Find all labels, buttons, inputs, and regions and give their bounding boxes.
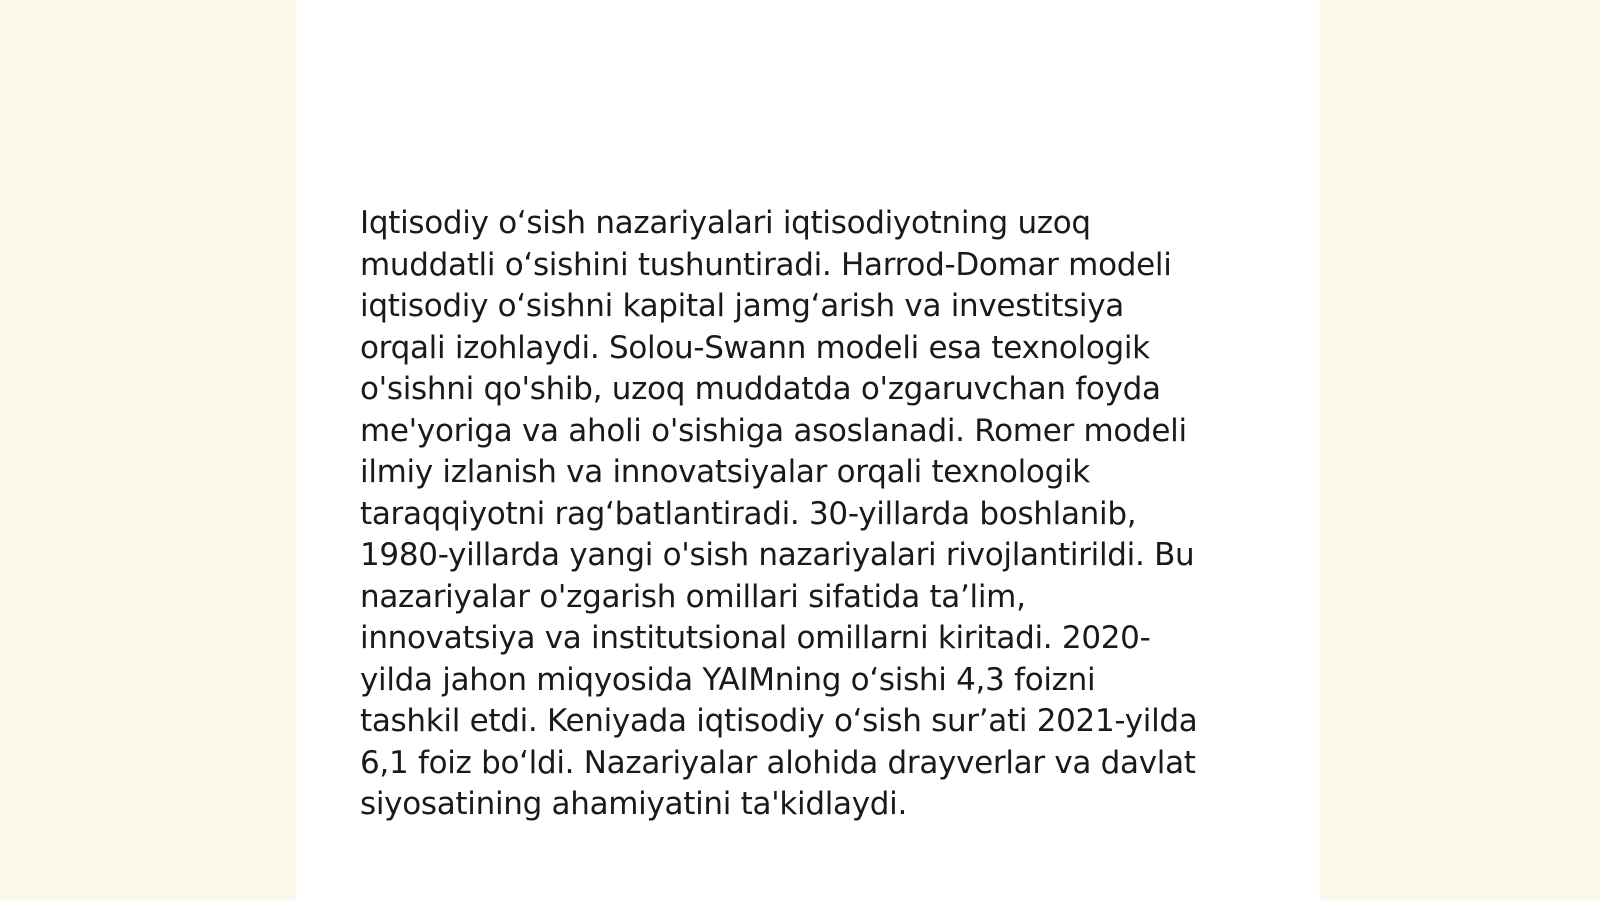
text-line: Iqtisodiy o‘sish nazariyalari iqtisodiyotning uzoq: [360, 205, 1091, 241]
text-line: siyosatining ahamiyatini ta'kidlaydi.: [360, 786, 908, 822]
text-line: 1980-yillarda yangi o'sish nazariyalari rivojlantirildi. Bu: [360, 537, 1195, 573]
body-paragraph: [360, 203, 1260, 826]
text-line: 6,1 foiz bo‘ldi. Nazariyalar alohida drayverlar va davlat: [360, 744, 1196, 781]
text-line: innovatsiya va institutsional omillarni kiritadi. 2020-: [360, 620, 1151, 656]
text-line: orqali izohlaydi. Solou-Swann modeli esa texnologik: [360, 329, 1150, 366]
text-line: nazariyalar o'zgarish omillari sifatida ta’lim,: [360, 578, 1026, 615]
text-line: iqtisodiy o‘sishni kapital jamg‘arish va investitsiya: [360, 288, 1124, 324]
text-line: me'yoriga va aholi o'sishiga asoslanadi. Romer modeli: [360, 412, 1187, 449]
text-line: o'sishni qo'shib, uzoq muddatda o'zgaruvchan foyda: [360, 371, 1161, 407]
text-line: ilmiy izlanish va innovatsiyalar orqali texnologik: [360, 454, 1090, 490]
text-line: muddatli o‘sishini tushuntiradi. Harrod-Domar modeli: [360, 246, 1172, 283]
text-line: yilda jahon miqyosida YAIMning o‘sishi 4,3 foizni: [360, 661, 1096, 698]
text-line: tashkil etdi. Keniyada iqtisodiy o‘sish sur’ati 2021-yilda: [360, 703, 1198, 739]
document-page: [296, 0, 1320, 900]
text-line: taraqqiyotni rag‘batlantiradi. 30-yillarda boshlanib,: [360, 495, 1137, 532]
